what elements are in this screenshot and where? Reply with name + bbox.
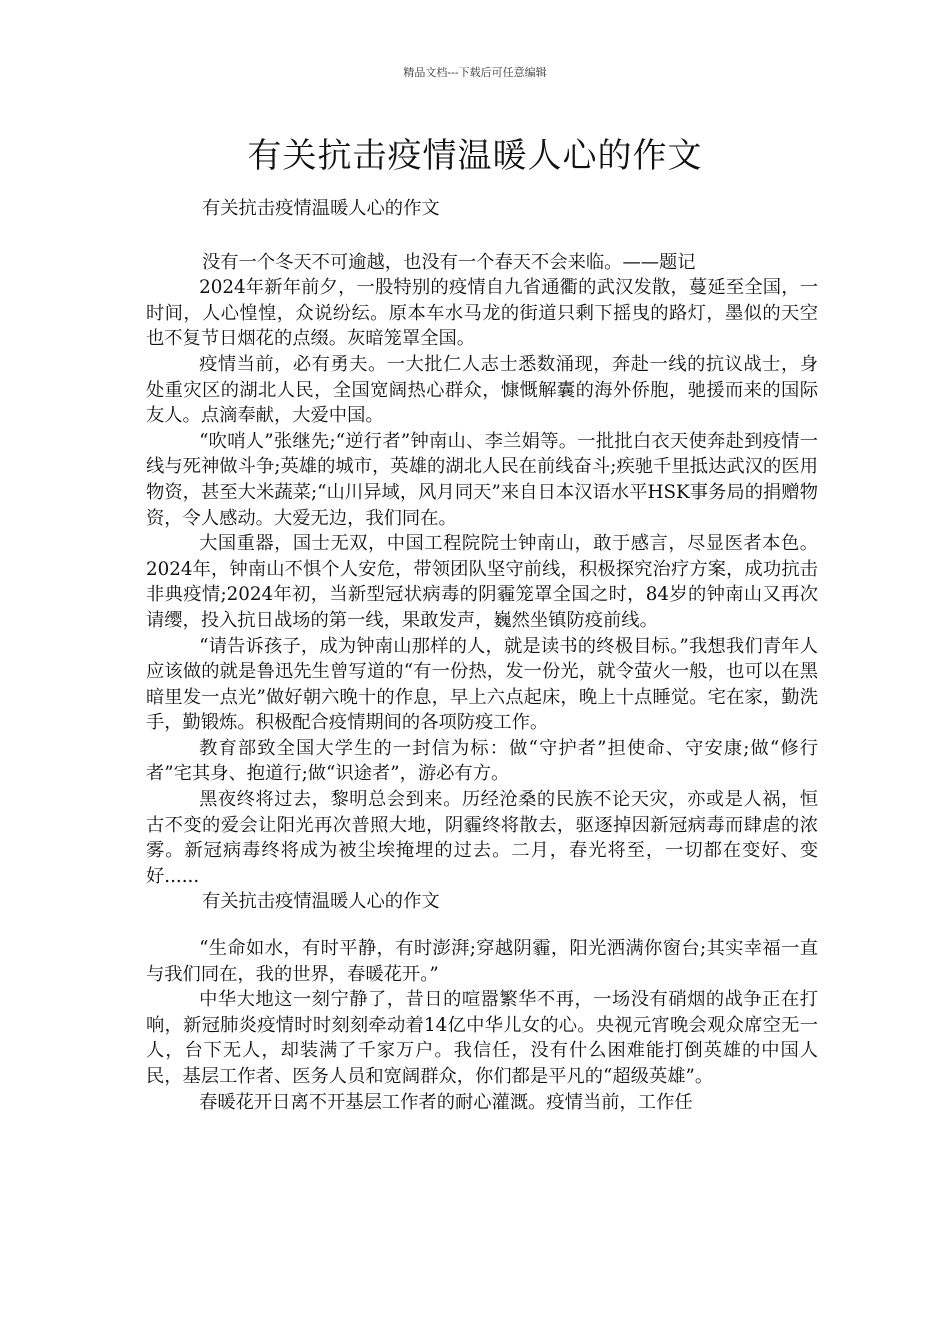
paragraph: 春暖花开日离不开基层工作者的耐心灌溉。疫情当前，工作任 bbox=[199, 1091, 693, 1113]
paragraph: “吹哨人”张继先;“逆行者”钟南山、李兰娟等。一批批白衣天使奔赴到疫情一线与死神做斗争;英雄的城市，英雄的湖北人民在前线奋斗;疾驰千里抵达武汉的医用物资，甚至大米蔬菜;“山川异域，风月同天”来自日本汉语水平HSK事务局的捐赠物资，令人感动。大爱无边，我们同在。 bbox=[146, 430, 818, 529]
epigraph: 没有一个冬天不可逾越，也没有一个春天不会来临。——题记 bbox=[202, 251, 696, 273]
paragraph: 2024年新年前夕，一股特别的疫情自九省通衢的武汉发散，蔓延至全国，一时间，人心惶惶，众说纷纭。原本车水马龙的街道只剩下摇曳的路灯，墨似的天空也不复节日烟花的点缀。灰暗笼罩全国。 bbox=[146, 277, 818, 350]
paragraph: 教育部致全国大学生的一封信为标：做“守护者”担使命、守安康;做“修行者”宅其身、抱道行;做“识途者”，游必有方。 bbox=[146, 737, 818, 785]
header-note: 精品文档---下载后可任意编辑 bbox=[403, 66, 547, 79]
paragraph: 大国重器，国士无双，中国工程院院士钟南山，敢于感言，尽显医者本色。2024年，钟南山不惧个人安危，带领团队坚守前线，积极探究治疗方案，成功抗击非典疫情;2024年初，当新型冠状病毒的阴霾笼罩全国之时，84岁的钟南山又再次请缨，投入抗日战场的第一线，果敢发声，巍然坐镇防疫前线。 bbox=[146, 533, 818, 631]
paragraph: “生命如水，有时平静，有时澎湃;穿越阴霾，阳光洒满你窗台;其实幸福一直与我们同在，我的世界，春暖花开。” bbox=[146, 938, 818, 985]
paragraph: 疫情当前，必有勇夫。一大批仁人志士悉数涌现，奔赴一线的抗议战士，身处重灾区的湖北人民，全国宽阔热心群众，慷慨解囊的海外侨胞，驰援而来的国际友人。点滴奉献，大爱中国。 bbox=[146, 353, 818, 427]
document-title: 有关抗击疫情温暖人心的作文 bbox=[247, 136, 703, 176]
paragraph: “请告诉孩子，成为钟南山那样的人，就是读书的终极目标。”我想我们青年人应该做的就是鲁迅先生曾写道的“有一份热，发一份光，就令萤火一般，也可以在黑暗里发一点光”做好朝六晚十的作息，早上六点起床，晚上十点睡觉。宅在家，勤洗手，勤锻炼。积极配合疫情期间的各项防疫工作。 bbox=[146, 635, 818, 734]
paragraph: 中华大地这一刻宁静了，昔日的喧嚣繁华不再，一场没有硝烟的战争正在打响，新冠肺炎疫情时时刻刻牵动着14亿中华儿女的心。央视元宵晚会观众席空无一人，台下无人，却装满了千家万户。我信任，没有什么困难能打倒英雄的中国人民，基层工作者、医务人员和宽阔群众，你们都是平凡的“超级英雄”。 bbox=[146, 989, 818, 1087]
section-subtitle: 有关抗击疫情温暖人心的作文 bbox=[202, 891, 440, 913]
paragraph: 黑夜终将过去，黎明总会到来。历经沧桑的民族不论天灾，亦或是人祸，恒古不变的爱会让阳光再次普照大地，阴霾终将散去，驱逐掉因新冠病毒而肆虐的浓雾。新冠病毒终将成为被尘埃掩埋的过去。二月，春光将至，一切都在变好、变好...... bbox=[146, 789, 818, 887]
section-subtitle: 有关抗击疫情温暖人心的作文 bbox=[202, 198, 440, 219]
document-body bbox=[146, 196, 818, 1115]
